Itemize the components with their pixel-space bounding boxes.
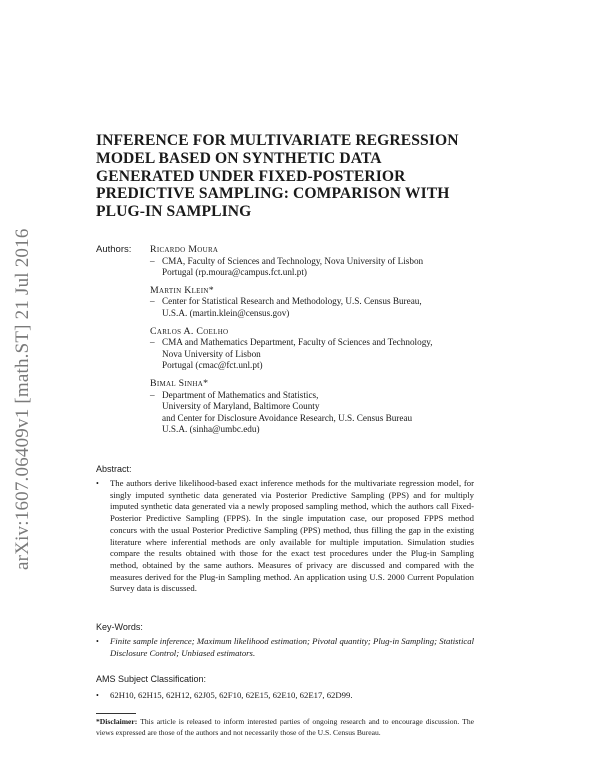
abstract-text: The authors derive likelihood-based exact inference methods for the multivariate regression model, for singly imputed synthetic data generated via Posterior Predictive Sampling (PPS) and for multiply imputed synthetic data generated via a newly proposed sampling method, which the authors call Fixed-Posterior Predictive Sampling (FPPS). In the single imputation case, our proposed FPPS method concurs with the usual Posterior Predictive Sampling (PPS) method, thus filling the gap in the existing literature where inferential methods are only available for multiple imputation. Simulation studies compare the results obtained with those for the exact test procedures under the Plug-in Sampling method, obtained by the same authors. Measures of privacy are discussed and compared with the measures derived for the Plug-in Sampling method. An application using U.S. 2000 Current Population Survey data is discussed.: [110, 478, 474, 594]
affiliation-dash: –: [150, 296, 155, 307]
title-line: PREDICTIVE SAMPLING: COMPARISON WITH: [96, 185, 450, 203]
bullet-icon: •: [96, 479, 99, 488]
affiliation-line: CMA and Mathematics Department, Faculty of Sciences and Technology,: [162, 337, 433, 348]
footnote: [96, 717, 474, 738]
title-line: GENERATED UNDER FIXED-POSTERIOR: [96, 167, 406, 185]
author-name: Bimal Sinha*: [150, 377, 209, 389]
title-line: PLUG-IN SAMPLING: [96, 203, 252, 221]
author-entry: [150, 285, 490, 320]
footnote-rule: [96, 713, 136, 714]
author-list: [150, 244, 490, 442]
abstract-label: Abstract:: [96, 464, 132, 474]
affiliation-line: U.S.A. (martin.klein@census.gov): [162, 307, 290, 318]
affiliation-line: Department of Mathematics and Statistics,: [162, 389, 319, 400]
author-affiliation: [162, 256, 423, 279]
title-line: INFERENCE FOR MULTIVARIATE REGRESSION: [96, 132, 459, 149]
author-entry: [150, 378, 490, 436]
affiliation-line: CMA, Faculty of Sciences and Technology, Nova University of Lisbon: [162, 255, 424, 266]
keywords-label: Key-Words:: [96, 622, 143, 632]
affiliation-line: Center for Statistical Research and Methodology, U.S. Census Bureau,: [162, 296, 422, 307]
affiliation-line: Nova University of Lisbon: [162, 348, 261, 359]
affiliation-dash: –: [150, 389, 155, 400]
ams-text: 62H10, 62H15, 62H12, 62J05, 62F10, 62E15, 62E10, 62E17, 62D99.: [110, 690, 353, 700]
bullet-icon: •: [96, 691, 99, 700]
affiliation-line: U.S.A. (sinha@umbc.edu): [162, 424, 260, 435]
authors-label: Authors:: [96, 244, 132, 255]
affiliation-dash: –: [150, 337, 155, 348]
author-affiliation: [162, 337, 433, 372]
arxiv-stamp: arXiv:1607.06409v1 [math.ST] 21 Jul 2016: [12, 228, 33, 570]
abstract-block: [96, 478, 474, 595]
affiliation-line: Portugal (rp.moura@campus.fct.unl.pt): [162, 267, 307, 278]
author-entry: [150, 326, 490, 372]
author-name: Martin Klein*: [150, 284, 214, 296]
author-entry: [150, 244, 490, 279]
footnote-text: This article is released to inform interested parties of ongoing research and to encourage discussion. The views expressed are those of the authors and not necessarily those of the U.S. Census Bureau.: [96, 717, 474, 737]
paper-title: [96, 132, 516, 221]
keywords-text: Finite sample inference; Maximum likelihood estimation; Pivotal quantity; Plug-in Sampling; Statistical Disclosure Control; Unbiased estimators.: [110, 636, 474, 658]
author-affiliation: [162, 296, 422, 319]
footnote-label: *Disclaimer:: [96, 717, 138, 726]
affiliation-line: and Center for Disclosure Avoidance Research, U.S. Census Bureau: [162, 412, 413, 423]
keywords-block: [96, 636, 474, 659]
title-line: MODEL BASED ON SYNTHETIC DATA: [96, 149, 382, 167]
author-name: Carlos A. Coelho: [150, 325, 229, 337]
ams-label: AMS Subject Classification:: [96, 674, 207, 684]
ams-block: [96, 690, 474, 702]
affiliation-dash: –: [150, 255, 155, 266]
author-affiliation: [162, 390, 412, 436]
author-name: Ricardo Moura: [150, 244, 219, 255]
bullet-icon: •: [96, 637, 99, 646]
affiliation-line: University of Maryland, Baltimore County: [162, 401, 320, 412]
affiliation-line: Portugal (cmac@fct.unl.pt): [162, 360, 263, 371]
